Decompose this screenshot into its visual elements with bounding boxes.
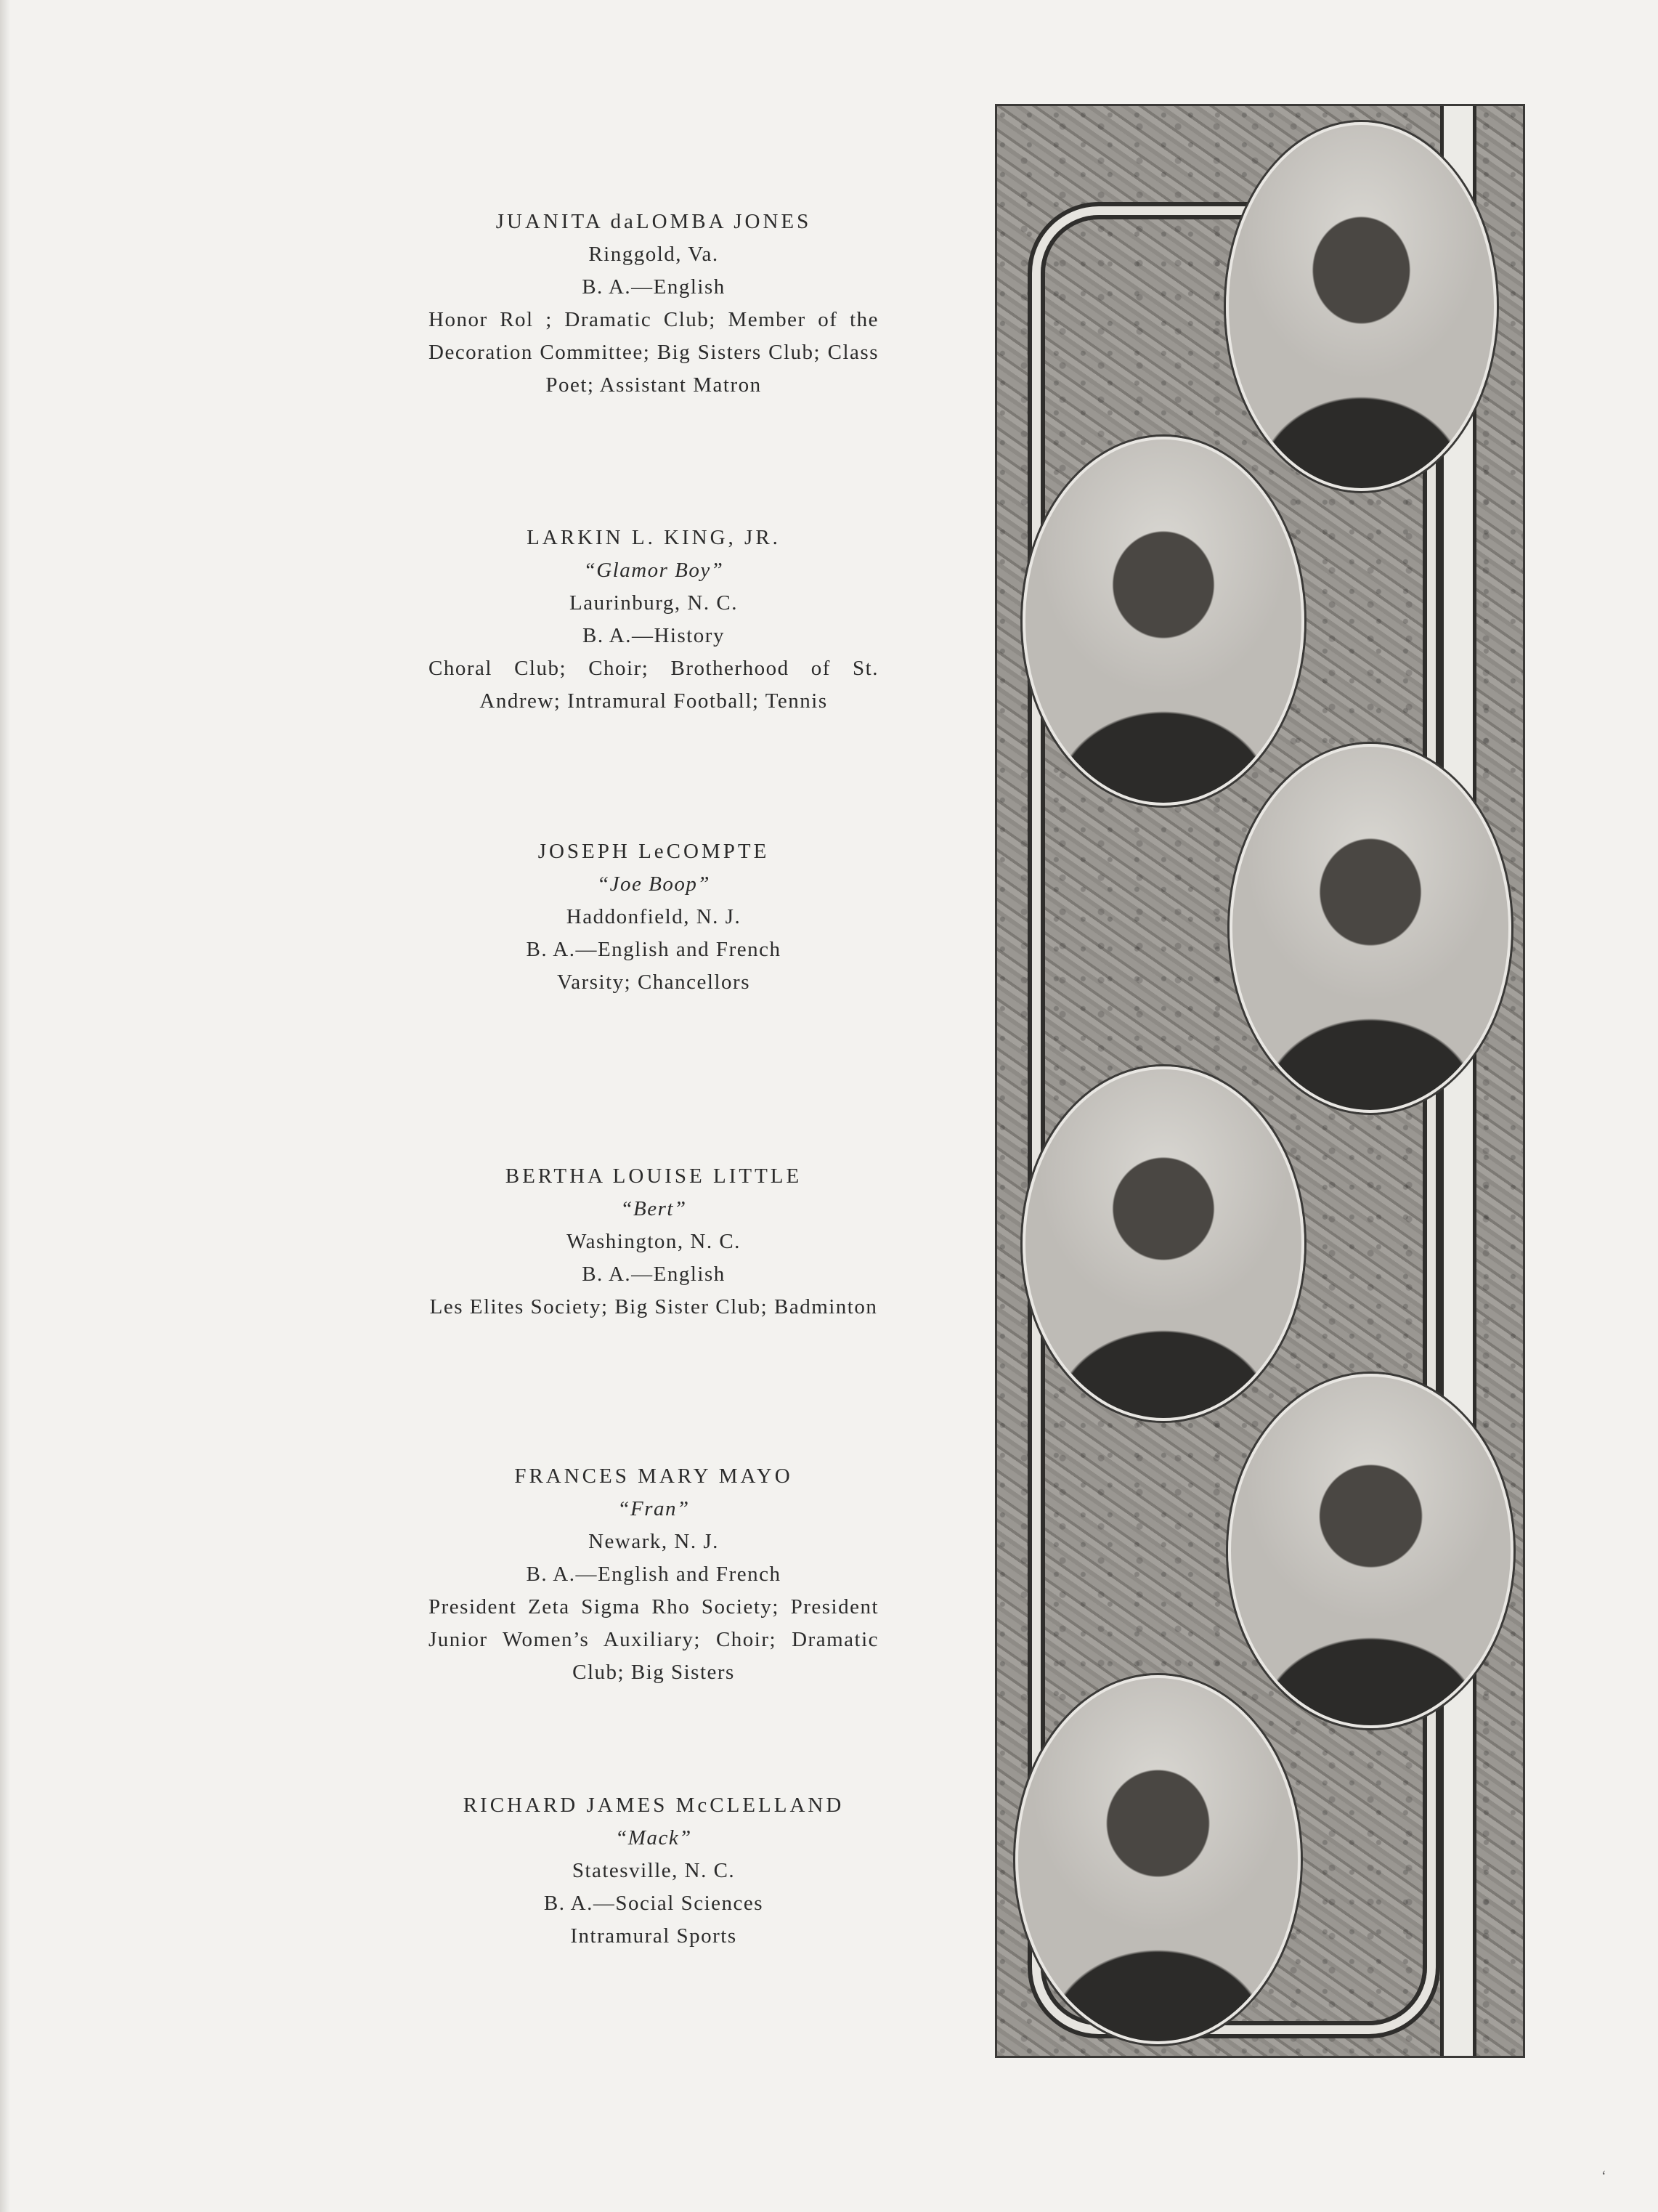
portrait-panel: [995, 104, 1525, 2058]
senior-activities: Les Elites Society; Big Sister Club; Badminton: [429, 1295, 878, 1318]
senior-hometown: Newark, N. J.: [588, 1530, 719, 1553]
senior-activities: President Zeta Sigma Rho Society; President Junior Women’s Auxiliary; Choir; Dramatic Club; Big Sisters: [428, 1595, 879, 1684]
senior-entry: [428, 1160, 879, 1324]
senior-nickname: “Bert”: [620, 1197, 687, 1220]
senior-hometown: Statesville, N. C.: [572, 1859, 736, 1882]
portrait-photo: [1226, 122, 1497, 491]
senior-entry: [428, 1789, 879, 1953]
senior-nickname: “Joe Boop”: [597, 872, 710, 896]
senior-activities: Choral Club; Choir; Brotherhood of St. Andrew; Intramural Football; Tennis: [428, 657, 879, 713]
senior-entry: [428, 522, 879, 718]
senior-degree: B. A.—English: [582, 1263, 726, 1286]
senior-activities: Intramural Sports: [570, 1924, 737, 1948]
senior-hometown: Ringgold, Va.: [588, 243, 719, 266]
senior-degree: B. A.—English: [582, 275, 726, 299]
senior-entry: [428, 1460, 879, 1689]
portrait-photo: [1023, 437, 1304, 806]
page-edge: [0, 0, 10, 2212]
senior-entry: [428, 835, 879, 999]
senior-name: LARKIN L. KING, JR.: [527, 526, 781, 549]
senior-name: FRANCES MARY MAYO: [514, 1464, 793, 1488]
senior-degree: B. A.—Social Sciences: [543, 1892, 764, 1915]
senior-nickname: “Glamor Boy”: [583, 559, 724, 582]
senior-activities: Varsity; Chancellors: [557, 971, 750, 994]
senior-nickname: “Mack”: [615, 1826, 692, 1850]
senior-hometown: Haddonfield, N. J.: [566, 905, 741, 928]
corner-speck: ‘: [1601, 2168, 1606, 2184]
senior-name: RICHARD JAMES McCLELLAND: [463, 1794, 845, 1817]
senior-name: BERTHA LOUISE LITTLE: [505, 1164, 802, 1188]
senior-degree: B. A.—History: [582, 624, 725, 647]
senior-degree: B. A.—English and French: [526, 1563, 781, 1586]
senior-nickname: “Fran”: [617, 1497, 690, 1520]
portrait-photo: [1023, 1066, 1304, 1421]
senior-activities: Honor Rol ; Dramatic Club; Member of the Decoration Committee; Big Sisters Club; Class Poet; Assistant Matron: [428, 308, 879, 397]
senior-hometown: Laurinburg, N. C.: [569, 591, 738, 615]
senior-degree: B. A.—English and French: [526, 938, 781, 961]
portrait-photo: [1230, 744, 1511, 1113]
senior-name: JOSEPH LeCOMPTE: [537, 840, 770, 863]
senior-entry: [428, 206, 879, 402]
portrait-photo: [1015, 1675, 1301, 2044]
portrait-photo: [1228, 1374, 1513, 1728]
senior-hometown: Washington, N. C.: [566, 1230, 741, 1253]
senior-name: JUANITA daLOMBA JONES: [495, 210, 812, 233]
